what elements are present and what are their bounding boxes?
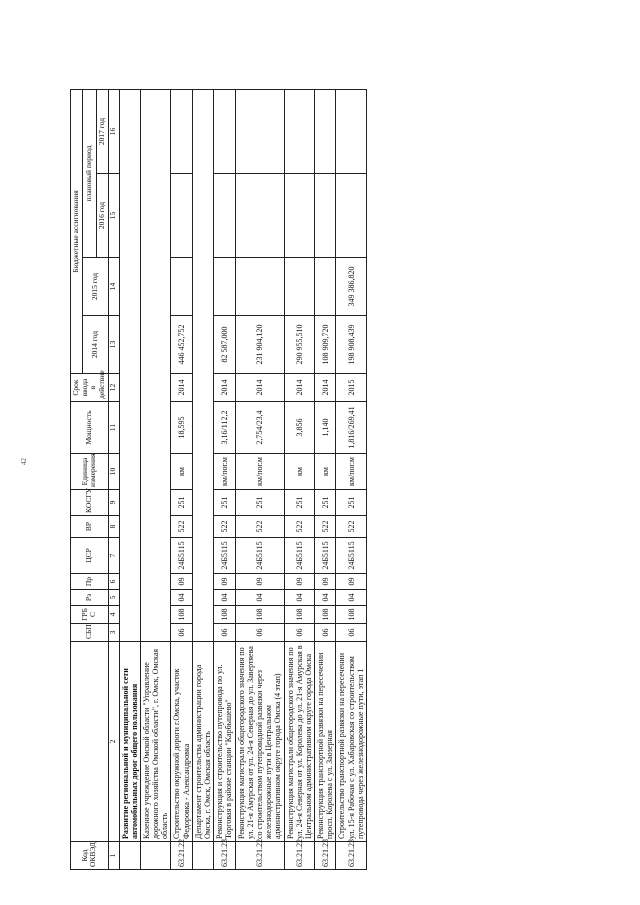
cell-rz: 04 <box>284 590 315 606</box>
header-csr: ЦСР <box>71 538 109 574</box>
cell-kosgu: 251 <box>171 490 192 516</box>
cell-2014: 446 452,752 <box>171 316 192 374</box>
cell-okved: 63.21.23 <box>315 842 336 870</box>
cell-power: 1,816/269,41 <box>336 402 367 454</box>
cell-csr: 24Б5115 <box>336 538 367 574</box>
col-number: 12 <box>108 374 119 402</box>
col-number: 16 <box>108 89 119 173</box>
cell-pr: 09 <box>284 574 315 590</box>
cell-csr: 24Б5115 <box>315 538 336 574</box>
cell-2017 <box>235 89 284 173</box>
cell-rz: 04 <box>235 590 284 606</box>
cell-rz: 04 <box>171 590 192 606</box>
cell-csr: 24Б5115 <box>235 538 284 574</box>
header-sbp: СБП <box>71 624 109 642</box>
cell-2016 <box>284 174 315 258</box>
cell-2017 <box>336 89 367 173</box>
cell-power: 3,16/112,2 <box>214 402 235 454</box>
cell-term: 2014 <box>284 374 315 402</box>
cell-okved: 63.21.22 <box>235 842 284 870</box>
cell-sbp: 06 <box>284 624 315 642</box>
org-row <box>192 89 213 869</box>
col-number: 6 <box>108 574 119 590</box>
cell-grbs: 108 <box>284 606 315 624</box>
cell-term: 2014 <box>315 374 336 402</box>
header-rz: Рз <box>71 590 109 606</box>
table-row <box>315 89 336 869</box>
cell-term: 2014 <box>214 374 235 402</box>
header-kosgu: КОСГУ <box>71 490 109 516</box>
col-number: 2 <box>108 642 119 842</box>
cell-name: Реконструкция магистрали общегородского значения по ул. 21-я Амурская от ул. 24-я Северная до ул. Завертяева со строительством путепроводной развязки через железнодорожные пути в Центральном административном округе города Омска (4 этап) <box>235 642 284 842</box>
header-row-1 <box>71 89 83 869</box>
section-title: Развитие региональной и муниципальной сети автомобильных дорог общего пользования <box>119 642 140 842</box>
cell-2015 <box>171 258 192 316</box>
cell-csr: 24Б5115 <box>171 538 192 574</box>
col-number: 5 <box>108 590 119 606</box>
cell-grbs: 108 <box>214 606 235 624</box>
cell-2016 <box>171 174 192 258</box>
cell-unit: км <box>171 454 192 490</box>
cell-grbs: 108 <box>315 606 336 624</box>
cell-kosgu: 251 <box>235 490 284 516</box>
header-power: Мощность <box>71 402 109 454</box>
header-okved: Код ОКВЭД <box>71 842 109 870</box>
cell-2017 <box>171 89 192 173</box>
header-pr: Пр <box>71 574 109 590</box>
cell-vr: 522 <box>235 516 284 538</box>
cell-vr: 522 <box>171 516 192 538</box>
cell-term: 2014 <box>171 374 192 402</box>
cell-rz: 04 <box>214 590 235 606</box>
cell-pr: 09 <box>235 574 284 590</box>
cell-vr: 522 <box>284 516 315 538</box>
cell-vr: 522 <box>315 516 336 538</box>
cell-pr: 09 <box>214 574 235 590</box>
col-number: 10 <box>108 454 119 490</box>
cell-kosgu: 251 <box>284 490 315 516</box>
col-number: 8 <box>108 516 119 538</box>
header-2014: 2014 год <box>82 316 108 374</box>
header-term: Срок ввода в действие <box>71 374 109 402</box>
header-name <box>71 642 109 842</box>
cell-2014: 231 904,120 <box>235 316 284 374</box>
cell-sbp: 06 <box>315 624 336 642</box>
cell-sbp: 06 <box>235 624 284 642</box>
cell-sbp: 06 <box>336 624 367 642</box>
cell-vr: 522 <box>336 516 367 538</box>
cell-unit: км/пог.м <box>235 454 284 490</box>
page-number: 42 <box>20 458 28 465</box>
cell-2017 <box>214 89 235 173</box>
table-row <box>235 89 284 869</box>
cell-2015 <box>214 258 235 316</box>
column-number-row <box>108 89 119 869</box>
cell-okved: 63.21.23 <box>336 842 367 870</box>
cell-unit: км <box>284 454 315 490</box>
cell-power: 18,595 <box>171 402 192 454</box>
table-row <box>171 89 192 869</box>
cell-unit: км/пог.м <box>336 454 367 490</box>
cell-kosgu: 251 <box>214 490 235 516</box>
cell-2016 <box>235 174 284 258</box>
table-row <box>284 89 315 869</box>
header-vr: ВР <box>71 516 109 538</box>
cell-2016 <box>214 174 235 258</box>
cell-name: Строительство окружной дороги г.Омска, участок Федоровка - Александровка <box>171 642 192 842</box>
cell-name: Реконструкция магистрали общегородского значения по ул. 24-я Северная от ул. Королева до ул. 21-я Амурская в Центральном административном округе города Омска <box>284 642 315 842</box>
cell-pr: 09 <box>315 574 336 590</box>
table-row <box>336 89 367 869</box>
header-2015: 2015 год <box>82 258 108 316</box>
cell-okved: 63.21.23 <box>214 842 235 870</box>
col-number: 9 <box>108 490 119 516</box>
col-number: 1 <box>108 842 119 870</box>
organization-name: Казенное учреждение Омской области "Управление дорожного хозяйства Омской области", г. Омск, Омская область <box>140 642 171 842</box>
cell-grbs: 108 <box>336 606 367 624</box>
cell-2014: 108 909,720 <box>315 316 336 374</box>
cell-2014: 82 587,000 <box>214 316 235 374</box>
cell-sbp: 06 <box>171 624 192 642</box>
budget-table <box>70 89 367 870</box>
cell-unit: км <box>315 454 336 490</box>
col-number: 14 <box>108 258 119 316</box>
header-allocations: Бюджетные ассигнования <box>71 89 83 373</box>
cell-name: Реконструкция транспортной развязки на пересечении просп. Королева с ул. Заозерная <box>315 642 336 842</box>
header-unit: Единица измерения <box>71 454 109 490</box>
cell-2015 <box>235 258 284 316</box>
header-2017: 2017 год <box>96 89 108 173</box>
cell-okved: 63.21.22 <box>171 842 192 870</box>
cell-term: 2015 <box>336 374 367 402</box>
cell-power: 2,754/23,4 <box>235 402 284 454</box>
cell-2015: 349 386,820 <box>336 258 367 316</box>
cell-2014: 198 908,439 <box>336 316 367 374</box>
org-row <box>140 89 171 869</box>
organization-name: Департамент строительства администрации города Омска, г. Омск, Омская область <box>192 642 213 842</box>
cell-csr: 24Б5115 <box>214 538 235 574</box>
col-number: 15 <box>108 174 119 258</box>
cell-vr: 522 <box>214 516 235 538</box>
header-planned-period: плановый период <box>82 89 96 257</box>
col-number: 13 <box>108 316 119 374</box>
cell-csr: 24Б5115 <box>284 538 315 574</box>
cell-pr: 09 <box>336 574 367 590</box>
cell-kosgu: 251 <box>336 490 367 516</box>
cell-2016 <box>336 174 367 258</box>
cell-sbp: 06 <box>214 624 235 642</box>
col-number: 11 <box>108 402 119 454</box>
cell-2015 <box>315 258 336 316</box>
cell-2017 <box>284 89 315 173</box>
col-number: 7 <box>108 538 119 574</box>
cell-grbs: 108 <box>171 606 192 624</box>
cell-power: 1,140 <box>315 402 336 454</box>
cell-okved: 63.21.22 <box>284 842 315 870</box>
section-row <box>119 89 140 869</box>
cell-2014: 290 955,510 <box>284 316 315 374</box>
cell-term: 2014 <box>235 374 284 402</box>
cell-unit: км/пог.м <box>214 454 235 490</box>
header-grbs: ГРБ С <box>71 606 109 624</box>
cell-power: 3,856 <box>284 402 315 454</box>
col-number: 4 <box>108 606 119 624</box>
cell-pr: 09 <box>171 574 192 590</box>
cell-rz: 04 <box>336 590 367 606</box>
header-2016: 2016 год <box>96 174 108 258</box>
cell-2016 <box>315 174 336 258</box>
cell-name: Строительство транспортной развязки на пересечении ул. 15-я Рабочая с ул. Хабаровская со строительством путепровода через железнодорожные пути, этап 1 <box>336 642 367 842</box>
col-number: 3 <box>108 624 119 642</box>
cell-2017 <box>315 89 336 173</box>
cell-rz: 04 <box>315 590 336 606</box>
table-row <box>214 89 235 869</box>
cell-2015 <box>284 258 315 316</box>
cell-grbs: 108 <box>235 606 284 624</box>
cell-kosgu: 251 <box>315 490 336 516</box>
cell-name: Реконструкция и строительство путепровода по ул. Торговая в районе станции "Карбышево" <box>214 642 235 842</box>
